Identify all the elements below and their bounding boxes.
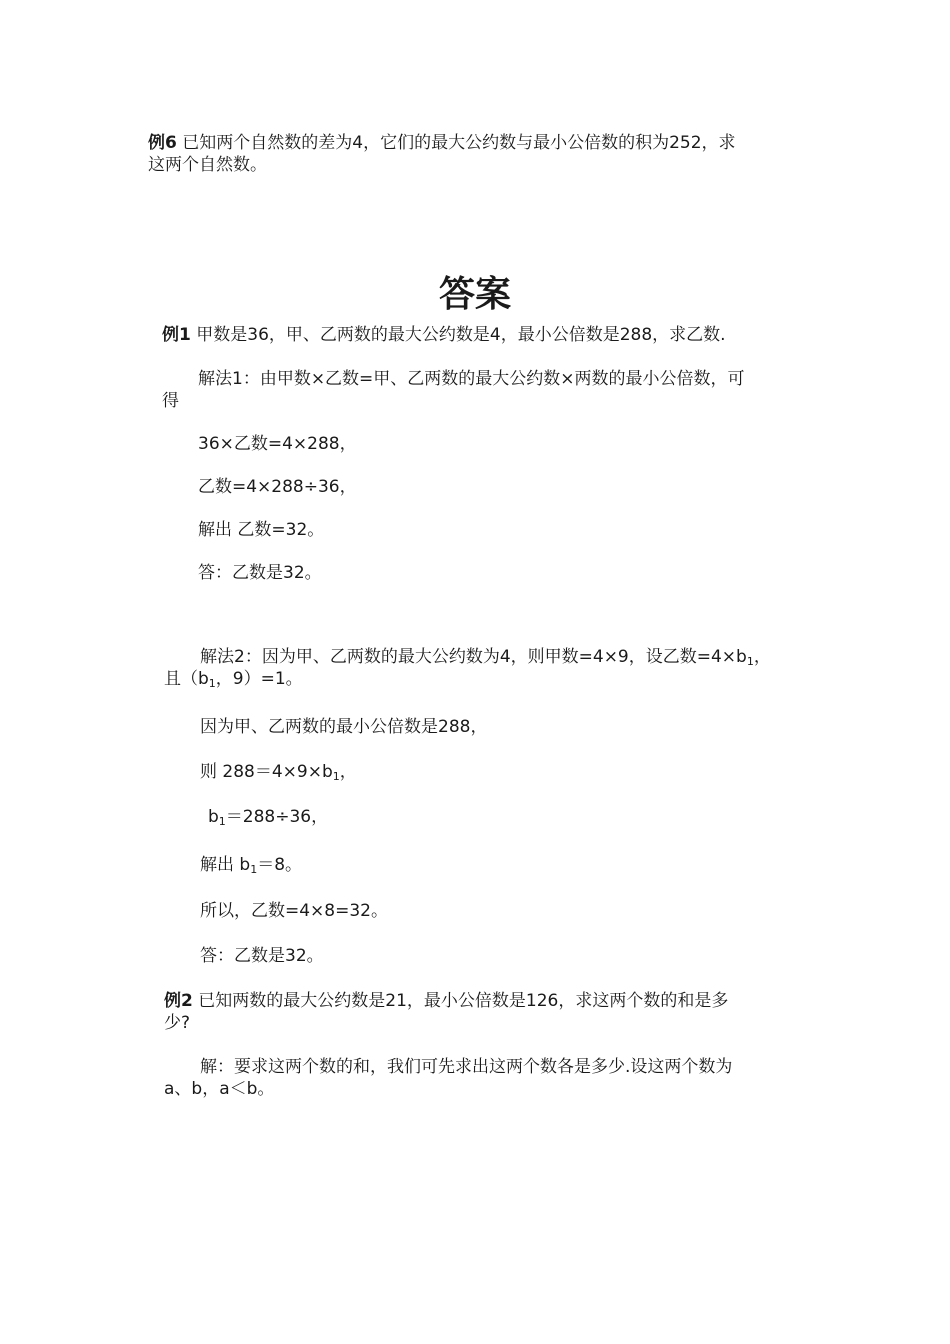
method-2-step-4-text: 解出 b — [200, 855, 251, 875]
method-1-line-1: 解法1：由甲数×乙数=甲、乙两数的最大公约数×两数的最小公倍数，可 — [198, 369, 745, 389]
example-6-question: 已知两个自然数的差为4，它们的最大公约数与最小公倍数的积为252，求 — [182, 133, 736, 153]
example-2-solution-line-1: 解：要求这两个数的和，我们可先求出这两个数各是多少.设这两个数为 — [200, 1057, 733, 1077]
example-1-question: 甲数是36，甲、乙两数的最大公约数是4，最小公倍数是288，求乙数. — [196, 325, 726, 345]
subscript-1: 1 — [250, 863, 258, 876]
method-2-step-4 — [200, 854, 302, 876]
subscript-1: 1 — [218, 815, 226, 828]
method-2-line-2-end: ，9）=1。 — [215, 669, 303, 689]
example-2-question-line-2: 少? — [164, 1013, 191, 1033]
subscript-1: 1 — [332, 770, 340, 783]
example-6-line-2: 这两个自然数。 — [148, 155, 267, 175]
subscript-1: 1 — [746, 655, 754, 668]
example-6-line-1 — [148, 132, 736, 154]
method-2-step-2-text: 则 288＝4×9×b — [200, 762, 333, 782]
method-2-step-4-end: ＝8。 — [257, 855, 303, 875]
example-2-solution-line-2: a、b，a＜b。 — [164, 1079, 275, 1099]
method-1-step-3: 解出 乙数=32。 — [198, 520, 325, 540]
method-2-step-3 — [208, 806, 328, 828]
method-2-step-3-end: ＝288÷36， — [225, 807, 329, 827]
answers-title: 答案 — [438, 273, 511, 315]
example-2-label: 例2 — [164, 991, 193, 1011]
method-2-step-2-end: ， — [339, 762, 357, 782]
example-1-label: 例1 — [162, 325, 191, 345]
example-2-question: 已知两数的最大公约数是21，最小公倍数是126，求这两个数的和是多 — [198, 991, 729, 1011]
method-2-answer: 答：乙数是32。 — [200, 946, 324, 966]
method-1-step-1: 36×乙数=4×288， — [198, 434, 357, 454]
method-1-answer: 答：乙数是32。 — [198, 563, 322, 583]
example-1-question-line — [162, 324, 726, 346]
method-2-line-2 — [164, 668, 303, 690]
method-2-step-5: 所以，乙数=4×8=32。 — [200, 901, 388, 921]
method-1-step-2: 乙数=4×288÷36， — [198, 477, 357, 497]
method-2-line-1-end: ， — [753, 647, 771, 667]
method-2-line-1-text: 解法2：因为甲、乙两数的最大公约数为4，则甲数=4×9，设乙数=4×b — [200, 647, 747, 667]
method-2-step-1: 因为甲、乙两数的最小公倍数是288， — [200, 717, 488, 737]
example-2-question-line-1 — [164, 990, 728, 1012]
method-2-step-3-text: b — [208, 807, 219, 827]
subscript-1: 1 — [208, 677, 216, 690]
method-1-line-2: 得 — [162, 391, 179, 411]
example-6-label: 例6 — [148, 133, 177, 153]
method-2-step-2 — [200, 761, 357, 783]
method-2-line-1 — [200, 646, 771, 668]
method-2-line-2-text: 且（b — [164, 669, 209, 689]
